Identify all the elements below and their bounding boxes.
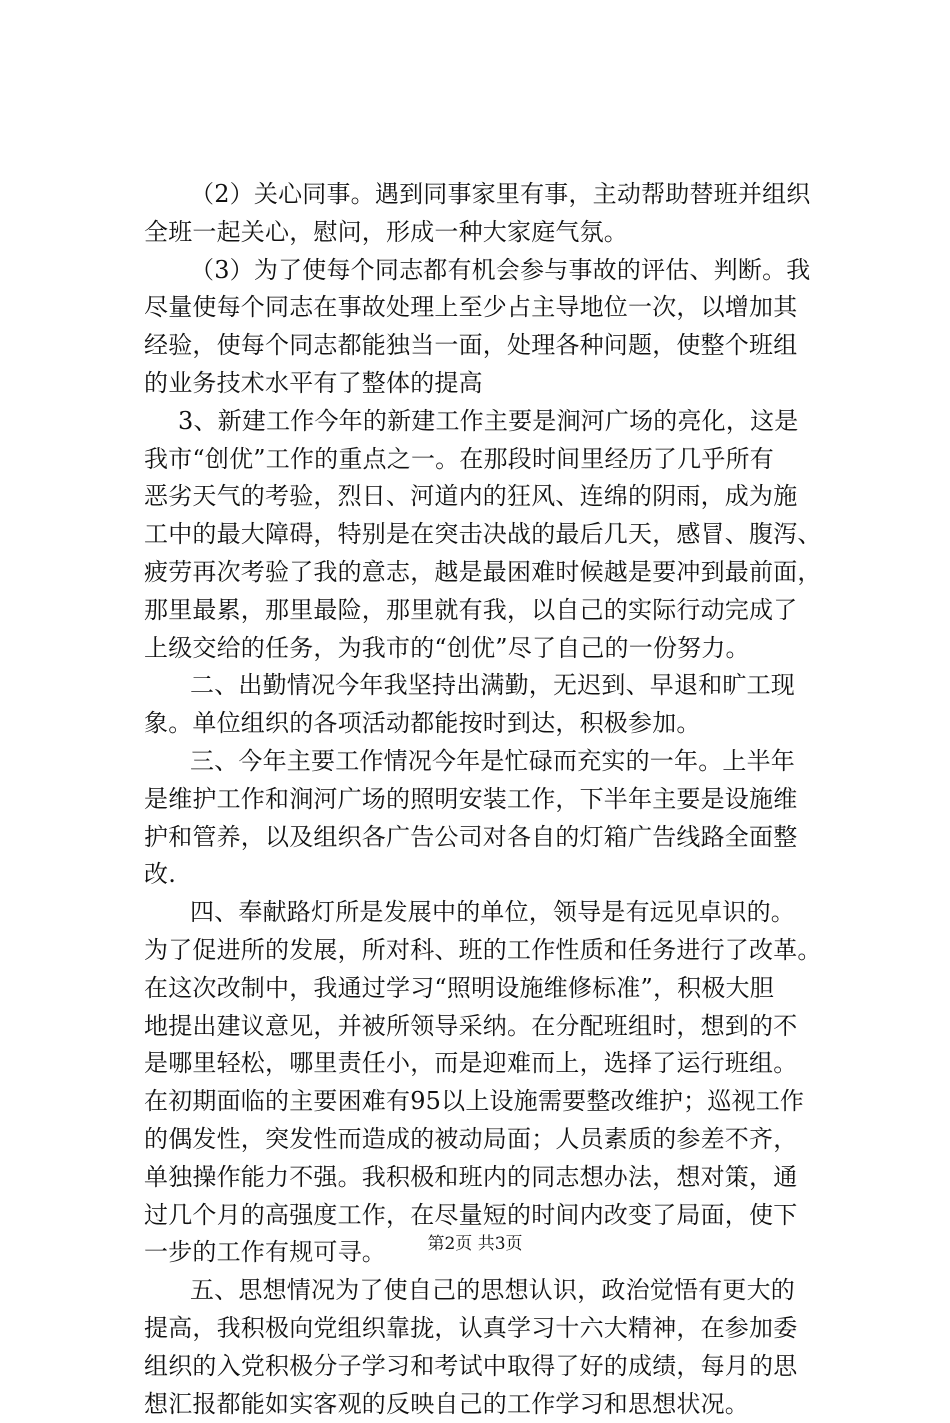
text-line: 的业务技术水平有了整体的提高 (144, 365, 816, 403)
text-line: 全班一起关心，慰问，形成一种大家庭气氛。 (144, 214, 816, 252)
text-line: 五、思想情况为了使自己的思想认识，政治觉悟有更大的 (144, 1272, 816, 1310)
text-line: 过几个月的高强度工作，在尽量短的时间内改变了局面，使下 (144, 1197, 816, 1235)
text-line: 是维护工作和涧河广场的照明安装工作，下半年主要是设施维 (144, 781, 816, 819)
text-line: 3、新建工作今年的新建工作主要是涧河广场的亮化，这是 (144, 403, 816, 441)
text-line: 护和管养，以及组织各广告公司对各自的灯箱广告线路全面整 (144, 819, 816, 857)
text-line: 二、出勤情况今年我坚持出满勤，无迟到、早退和旷工现 (144, 667, 816, 705)
text-line: 的偶发性，突发性而造成的被动局面；人员素质的参差不齐， (144, 1121, 816, 1159)
page-footer: 第2页 共3页 (0, 1233, 950, 1255)
text-line: 尽量使每个同志在事故处理上至少占主导地位一次，以增加其 (144, 289, 816, 327)
text-line: 四、奉献路灯所是发展中的单位，领导是有远见卓识的。 (144, 894, 816, 932)
text-line: （2）关心同事。遇到同事家里有事，主动帮助替班并组织 (144, 176, 816, 214)
text-line: 上级交给的任务，为我市的“创优”尽了自己的一份努力。 (144, 630, 816, 668)
text-line: 一步的工作有规可寻。 (144, 1234, 816, 1272)
text-line: 恶劣天气的考验，烈日、河道内的狂风、连绵的阴雨，成为施 (144, 478, 816, 516)
text-line: 在这次改制中，我通过学习“照明设施维修标准”，积极大胆 (144, 970, 816, 1008)
text-line: 组织的入党积极分子学习和考试中取得了好的成绩，每月的思 (144, 1348, 816, 1386)
text-line: 单独操作能力不强。我积极和班内的同志想办法，想对策，通 (144, 1159, 816, 1197)
text-line: 地提出建议意见，并被所领导采纳。在分配班组时，想到的不 (144, 1008, 816, 1046)
text-line: 经验，使每个同志都能独当一面，处理各种问题，使整个班组 (144, 327, 816, 365)
text-line: 在初期面临的主要困难有95以上设施需要整改维护；巡视工作 (144, 1083, 816, 1121)
text-line: 想汇报都能如实客观的反映自己的工作学习和思想状况。 (144, 1386, 816, 1423)
text-line: 是哪里轻松，哪里责任小，而是迎难而上，选择了运行班组。 (144, 1045, 816, 1083)
text-line: （3）为了使每个同志都有机会参与事故的评估、判断。我 (144, 252, 816, 290)
text-line: 为了促进所的发展，所对科、班的工作性质和任务进行了改革。 (144, 932, 816, 970)
text-line: 疲劳再次考验了我的意志，越是最困难时候越是要冲到最前面， (144, 554, 816, 592)
text-line: 我市“创优”工作的重点之一。在那段时间里经历了几乎所有 (144, 441, 816, 479)
text-line: 三、今年主要工作情况今年是忙碌而充实的一年。上半年 (144, 743, 816, 781)
text-line: 改. (144, 856, 816, 894)
text-line: 提高，我积极向党组织靠拢，认真学习十六大精神，在参加委 (144, 1310, 816, 1348)
text-line: 那里最累，那里最险，那里就有我，以自己的实际行动完成了 (144, 592, 816, 630)
text-line: 象。单位组织的各项活动都能按时到达，积极参加。 (144, 705, 816, 743)
text-line: 工中的最大障碍，特别是在突击决战的最后几天，感冒、腹泻、 (144, 516, 816, 554)
